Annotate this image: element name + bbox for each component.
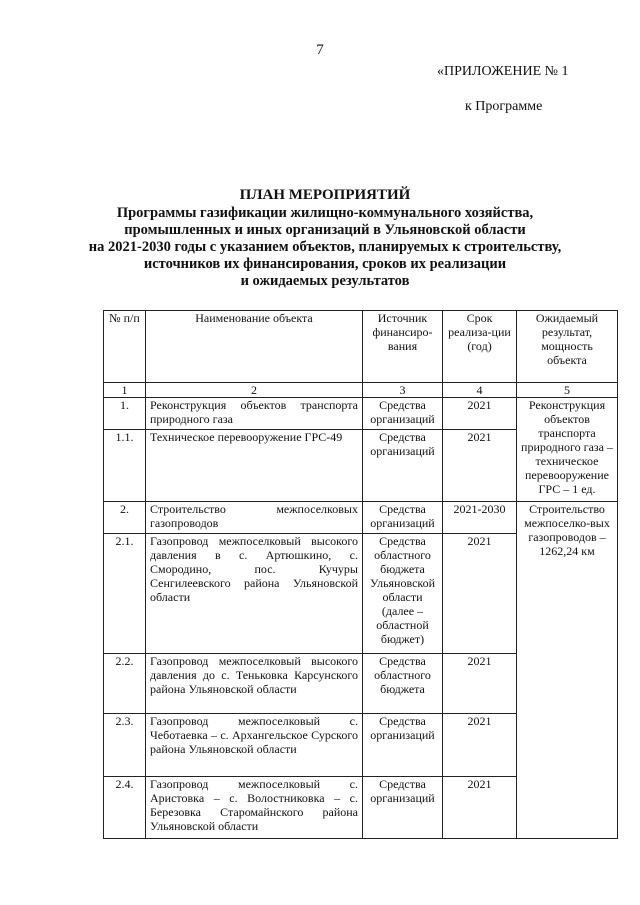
header-name: Наименование объекта bbox=[146, 311, 363, 383]
title-line: и ожидаемых результатов bbox=[240, 273, 410, 289]
col-number: 5 bbox=[517, 383, 618, 398]
row-year: 2021 bbox=[443, 714, 517, 777]
document-title bbox=[70, 187, 580, 290]
row-source: Средства организаций bbox=[363, 777, 443, 839]
row-num: 2.4. bbox=[104, 777, 146, 839]
row-num: 2.3. bbox=[104, 714, 146, 777]
row-year: 2021 bbox=[443, 777, 517, 839]
row-source: Средства организаций bbox=[363, 714, 443, 777]
row-result: Реконструкция объектов транспорта природного газа – техническое перевооружение ГРС – 1 ед. bbox=[517, 398, 618, 502]
annex-program-label: к Программе bbox=[465, 99, 543, 114]
header-num: № п/п bbox=[104, 311, 146, 383]
annex-label: «ПРИЛОЖЕНИЕ № 1 bbox=[437, 64, 569, 79]
row-year: 2021-2030 bbox=[443, 502, 517, 534]
row-year: 2021 bbox=[443, 654, 517, 714]
row-year: 2021 bbox=[443, 430, 517, 502]
table-header-row bbox=[104, 311, 618, 383]
table-row bbox=[104, 502, 618, 534]
row-num: 1.1. bbox=[104, 430, 146, 502]
plan-table bbox=[103, 310, 618, 839]
header-year: Срок реализа-ции (год) bbox=[443, 311, 517, 383]
row-name: Газопровод межпоселковый высокого давления в с. Артюшкино, с. Смородино, пос. Кучуры Сенгилеевского района Ульяновской области bbox=[146, 534, 363, 654]
row-year: 2021 bbox=[443, 534, 517, 654]
title-main: ПЛАН МЕРОПРИЯТИЙ bbox=[239, 187, 411, 203]
row-name: Строительство межпоселковых газопроводов bbox=[146, 502, 363, 534]
row-year: 2021 bbox=[443, 398, 517, 430]
col-number: 3 bbox=[363, 383, 443, 398]
row-name: Газопровод межпоселковый с. Аристовка – с. Волостниковка – с. Березовка Старомайнского района Ульяновской области bbox=[146, 777, 363, 839]
row-source: Средства организаций bbox=[363, 398, 443, 430]
row-source: Средства областного бюджета bbox=[363, 654, 443, 714]
title-line: Программы газификации жилищно-коммунального хозяйства, bbox=[116, 205, 534, 221]
row-name: Газопровод межпоселковый с. Чеботаевка – с. Архангельское Сурского района Ульяновской области bbox=[146, 714, 363, 777]
table-row bbox=[104, 398, 618, 430]
col-number: 4 bbox=[443, 383, 517, 398]
row-num: 2. bbox=[104, 502, 146, 534]
title-line: источников их финансирования, сроков их реализации bbox=[143, 256, 507, 272]
row-name: Газопровод межпоселковый высокого давления до с. Теньковка Карсунского района Ульяновской области bbox=[146, 654, 363, 714]
row-source: Средства организаций bbox=[363, 430, 443, 502]
col-number: 2 bbox=[146, 383, 363, 398]
row-num: 2.2. bbox=[104, 654, 146, 714]
column-number-row bbox=[104, 383, 618, 398]
col-number: 1 bbox=[104, 383, 146, 398]
header-result: Ожидаемый результат, мощность объекта bbox=[517, 311, 618, 383]
row-name: Техническое перевооружение ГРС-49 bbox=[146, 430, 363, 502]
row-name: Реконструкция объектов транспорта природного газа bbox=[146, 398, 363, 430]
row-num: 2.1. bbox=[104, 534, 146, 654]
row-source: Средства организаций bbox=[363, 502, 443, 534]
row-result: Строительство межпоселко-вых газопроводов – 1262,24 км bbox=[517, 502, 618, 839]
row-source: Средства областного бюджета Ульяновской области (далее – областной бюджет) bbox=[363, 534, 443, 654]
row-num: 1. bbox=[104, 398, 146, 430]
header-source: Источник финансиро-вания bbox=[363, 311, 443, 383]
page-number: 7 bbox=[316, 42, 324, 58]
title-line: промышленных и иных организаций в Ульяновской области bbox=[124, 222, 526, 238]
title-line: на 2021-2030 годы с указанием объектов, планируемых к строительству, bbox=[88, 239, 562, 255]
